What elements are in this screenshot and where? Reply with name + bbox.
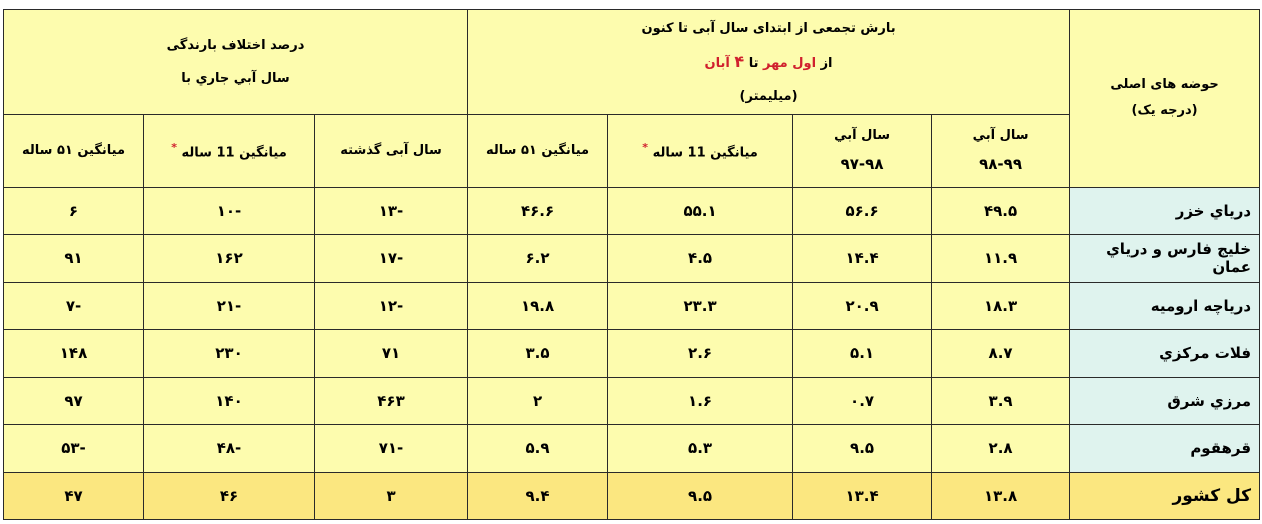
rainfall-end-month: آبان bbox=[704, 55, 730, 71]
basin-header bbox=[1070, 10, 1260, 188]
rainfall-end-day: ۴ bbox=[734, 51, 745, 71]
basin-name-cell: فلات مركزي bbox=[1070, 330, 1260, 377]
diff-avg51-header: میانگین ۵۱ ساله bbox=[4, 115, 144, 188]
current-year-label: سال آبي bbox=[972, 128, 1029, 144]
value-cell-avg11: ۲۳.۳ bbox=[608, 282, 793, 329]
basin-name-cell: درياچه اروميه bbox=[1070, 282, 1260, 329]
value-cell-d-avg51: -۵۳ bbox=[4, 425, 144, 473]
value-cell-cur: ۳.۹ bbox=[932, 377, 1070, 424]
table-row bbox=[4, 330, 1260, 377]
data-rows bbox=[4, 187, 1260, 472]
value-cell-d-avg51: ۹۷ bbox=[4, 377, 144, 424]
previous-year-header bbox=[793, 115, 932, 188]
rainfall-unit: (میلیمتر) bbox=[739, 88, 798, 104]
total-avg11-cell: ۹.۵ bbox=[608, 472, 793, 519]
diff-avg11-star: * bbox=[171, 141, 177, 155]
value-cell-avg11: ۴.۵ bbox=[608, 235, 793, 282]
value-cell-cur: ۸.۷ bbox=[932, 330, 1070, 377]
table-row bbox=[4, 282, 1260, 329]
value-cell-d-avg11: -۱۰ bbox=[144, 187, 315, 234]
value-cell-d-avg11: ۱۶۲ bbox=[144, 235, 315, 282]
value-cell-prev: ۰.۷ bbox=[793, 377, 932, 424]
rainfall-header-line1: بارش تجمعی از ابتدای سال آبی تا کنون bbox=[641, 20, 896, 36]
total-avg51-cell: ۹.۴ bbox=[468, 472, 608, 519]
value-cell-cur: ۲.۸ bbox=[932, 425, 1070, 473]
rainfall-table-container bbox=[3, 9, 1259, 520]
value-cell-avg51: ۶.۲ bbox=[468, 235, 608, 282]
value-cell-d-prev: -۱۷ bbox=[315, 235, 468, 282]
value-cell-d-prev: ۴۶۳ bbox=[315, 377, 468, 424]
value-cell-d-avg51: ۱۴۸ bbox=[4, 330, 144, 377]
value-cell-avg51: ۲ bbox=[468, 377, 608, 424]
previous-year-label: سال آبي bbox=[834, 128, 891, 144]
header-row bbox=[4, 10, 1260, 115]
table-row bbox=[4, 235, 1260, 282]
value-cell-avg11: ۱.۶ bbox=[608, 377, 793, 424]
basin-name-cell: درياي خزر bbox=[1070, 187, 1260, 234]
basin-name-cell: خليج فارس و درياي عمان bbox=[1070, 235, 1260, 282]
table-row bbox=[4, 187, 1260, 234]
avg51-header: میانگین ۵۱ ساله bbox=[468, 115, 608, 188]
value-cell-d-prev: -۱۳ bbox=[315, 187, 468, 234]
total-prev-cell: ۱۳.۴ bbox=[793, 472, 932, 519]
rainfall-table bbox=[3, 9, 1260, 520]
value-cell-d-avg51: ۶ bbox=[4, 187, 144, 234]
value-cell-avg51: ۳.۵ bbox=[468, 330, 608, 377]
basin-header-line2: (درجه یک) bbox=[1131, 103, 1198, 119]
value-cell-d-avg11: -۲۱ bbox=[144, 282, 315, 329]
rainfall-start-date: اول مهر bbox=[762, 55, 817, 71]
rainfall-to: تا bbox=[748, 55, 759, 71]
difference-header bbox=[4, 10, 468, 115]
difference-header-line2: سال آبي جاري با bbox=[181, 71, 290, 86]
value-cell-d-avg51: ۹۱ bbox=[4, 235, 144, 282]
value-cell-d-prev: -۱۲ bbox=[315, 282, 468, 329]
current-year-header bbox=[932, 115, 1070, 188]
rainfall-header bbox=[468, 10, 1070, 115]
diff-prev-header: سال آبی گذشته bbox=[315, 115, 468, 188]
value-cell-prev: ۵.۱ bbox=[793, 330, 932, 377]
value-cell-prev: ۲۰.۹ bbox=[793, 282, 932, 329]
avg11-star: * bbox=[642, 141, 649, 155]
difference-header-line1: درصد اختلاف بارندگی bbox=[166, 38, 305, 53]
rainfall-from: از bbox=[820, 55, 833, 71]
value-cell-d-prev: -۷۱ bbox=[315, 425, 468, 473]
value-cell-avg51: ۱۹.۸ bbox=[468, 282, 608, 329]
value-cell-d-prev: ۷۱ bbox=[315, 330, 468, 377]
total-diff-prev-cell: ۳ bbox=[315, 472, 468, 519]
table-row bbox=[4, 377, 1260, 424]
rainfall-header-line2 bbox=[472, 45, 1065, 80]
avg11-header bbox=[608, 115, 793, 188]
value-cell-avg11: ۵۵.۱ bbox=[608, 187, 793, 234]
value-cell-avg11: ۲.۶ bbox=[608, 330, 793, 377]
value-cell-d-avg11: -۴۸ bbox=[144, 425, 315, 473]
value-cell-avg51: ۵.۹ bbox=[468, 425, 608, 473]
basin-header-line1: حوضه های اصلی bbox=[1110, 77, 1219, 93]
value-cell-avg51: ۴۶.۶ bbox=[468, 187, 608, 234]
basin-name-cell: قرهقوم bbox=[1070, 425, 1260, 473]
total-diff-avg11-cell: ۴۶ bbox=[144, 472, 315, 519]
diff-avg11-label: میانگین 11 ساله bbox=[181, 145, 287, 161]
avg11-label: میانگین 11 ساله bbox=[652, 145, 758, 161]
value-cell-avg11: ۵.۳ bbox=[608, 425, 793, 473]
total-diff-avg51-cell: ۴۷ bbox=[4, 472, 144, 519]
value-cell-d-avg51: -۷ bbox=[4, 282, 144, 329]
total-cur-cell: ۱۳.۸ bbox=[932, 472, 1070, 519]
diff-avg11-header bbox=[144, 115, 315, 188]
value-cell-d-avg11: ۱۴۰ bbox=[144, 377, 315, 424]
previous-year-value: ۹۷-۹۸ bbox=[840, 155, 884, 174]
value-cell-cur: ۴۹.۵ bbox=[932, 187, 1070, 234]
table-row bbox=[4, 425, 1260, 473]
total-row bbox=[4, 472, 1260, 519]
current-year-value: ۹۸-۹۹ bbox=[979, 155, 1022, 174]
value-cell-cur: ۱۱.۹ bbox=[932, 235, 1070, 282]
total-basin-cell: کل کشور bbox=[1070, 472, 1260, 519]
basin-name-cell: مرزي شرق bbox=[1070, 377, 1260, 424]
value-cell-prev: ۹.۵ bbox=[793, 425, 932, 473]
value-cell-prev: ۵۶.۶ bbox=[793, 187, 932, 234]
value-cell-d-avg11: ۲۳۰ bbox=[144, 330, 315, 377]
value-cell-prev: ۱۴.۴ bbox=[793, 235, 932, 282]
value-cell-cur: ۱۸.۳ bbox=[932, 282, 1070, 329]
